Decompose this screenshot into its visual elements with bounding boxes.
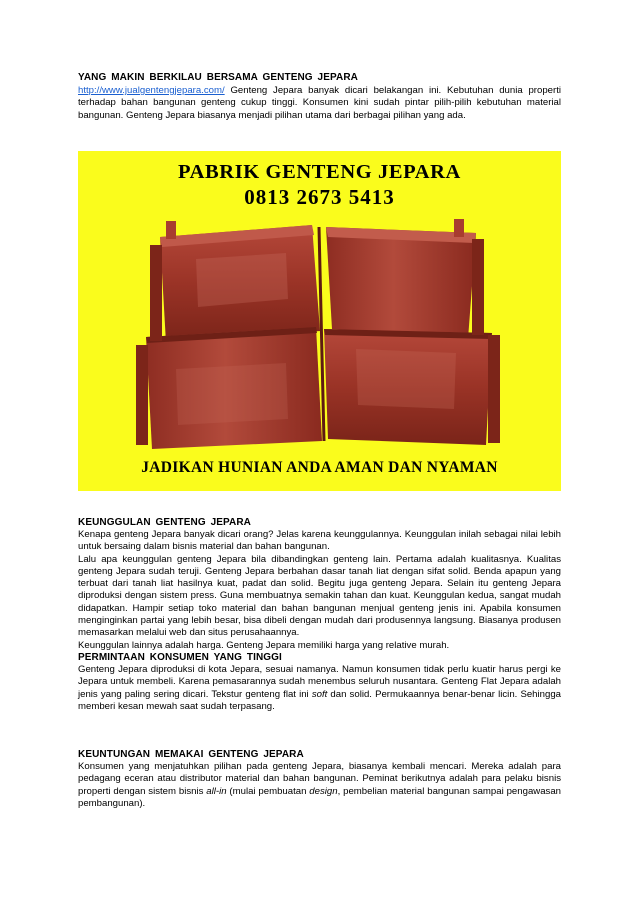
keuntungan-italic-design: design — [309, 785, 338, 797]
website-link[interactable]: http://www.jualgentengjepara.com/ — [78, 85, 225, 96]
banner-phone-number: 0813 2673 5413 — [244, 185, 395, 209]
roof-tiles-illustration — [136, 219, 502, 451]
permintaan-text-1: Genteng Jepara diproduksi di kota Jepara, sesuai namanya. Namun konsumen tidak perlu kuatir harus pergi ke Jepara untuk membeli. Karena pemasarannya sudah menembus seluruh nusantara. Genteng Flat Jepara adalah jenis yang paling sering dicari. Tekstur genteng flat ini — [78, 664, 561, 700]
section-keunggulan — [78, 517, 561, 652]
permintaan-paragraph — [78, 664, 561, 713]
section-permintaan — [78, 652, 561, 713]
banner-title: PABRIK GENTENG JEPARA — [178, 161, 461, 183]
section-keuntungan — [78, 749, 561, 810]
keuntungan-text-2: (mulai pembuatan — [226, 785, 310, 797]
permintaan-italic: soft — [311, 688, 328, 700]
intro-paragraph — [78, 85, 561, 122]
keunggulan-paragraph-1: Kenapa genteng Jepara banyak dicari orang? Jelas karena keunggulannya. Keunggulan inilah sebagai nilai lebih untuk bersaing dalam bisnis material dan bahan bangunan. — [78, 529, 561, 553]
section-title-keuntungan: KEUNTUNGAN MEMAKAI GENTENG JEPARA — [78, 749, 304, 760]
section-title-keunggulan: KEUNGGULAN GENTENG JEPARA — [78, 517, 251, 528]
section-title-permintaan: PERMINTAAN KONSUMEN YANG TINGGI — [78, 652, 282, 663]
keuntungan-text-1: Konsumen yang menjatuhkan pilihan pada genteng Jepara, biasanya kembali mencari. Mereka adalah para pedagang eceran atau distributor material dan bahan bangunan. Peminat berikutnya adalah para pelaku bisnis properti dengan sistem bisnis — [78, 761, 561, 797]
intro-text: Genteng Jepara banyak dicari belakangan ini. Kebutuhan dunia properti terhadap bahan bangunan genteng cukup tinggi. Konsumen kini sudah pintar pilih-pilih kebutuhan material bangunan. Genteng Jepara biasanya menjadi pilihan utama dari berbagai pilihan yang ada. — [78, 85, 561, 121]
tile-top-right — [326, 227, 476, 339]
promo-banner-image — [78, 151, 561, 491]
banner-slogan: JADIKAN HUNIAN ANDA AMAN DAN NYAMAN — [141, 459, 498, 476]
keuntungan-paragraph — [78, 761, 561, 810]
keuntungan-italic-allin: all-in — [206, 785, 227, 797]
keunggulan-paragraph-3: Keunggulan lainnya adalah harga. Genteng Jepara memiliki harga yang relative murah. — [78, 639, 450, 651]
keunggulan-paragraph-2: Lalu apa keunggulan genteng Jepara bila dibandingkan genteng lain. Pertama adalah kualitasnya. Kualitas genteng Jepara sudah teruji. Genteng Jepara berbahan dasar tanah liat dengan sifat solid. Benda apapun yang terbuat dari tanah liat hasilnya kuat, padat dan solid. Begitu juga genteng Jepara. Selain itu genteng Jepara diproduksi dengan sistem press. Guna membuatnya semakin tahan dan kuat. Keunggulan kedua, sangat mudah didapatkan. Hampir setiap toko material dan bahan bangunan menjual genteng jenis ini. Apabila konsumen menginginkan partai yang lebih besar, bisa dibeli dengan mudah dari produsennya langsung. Biasanya produsen memasarkan melalui web dan situs perusahaannya. — [78, 553, 561, 639]
permintaan-text-2: dan solid. Permukaannya benar-benar licin. Sehingga memberi kesan mewah saat sudah terpasang. — [78, 688, 561, 712]
section-title-berkilau: YANG MAKIN BERKILAU BERSAMA GENTENG JEPARA — [78, 72, 358, 83]
keuntungan-text-3: , pembelian material bangunan sampai pengawasan pembangunan). — [78, 785, 562, 809]
